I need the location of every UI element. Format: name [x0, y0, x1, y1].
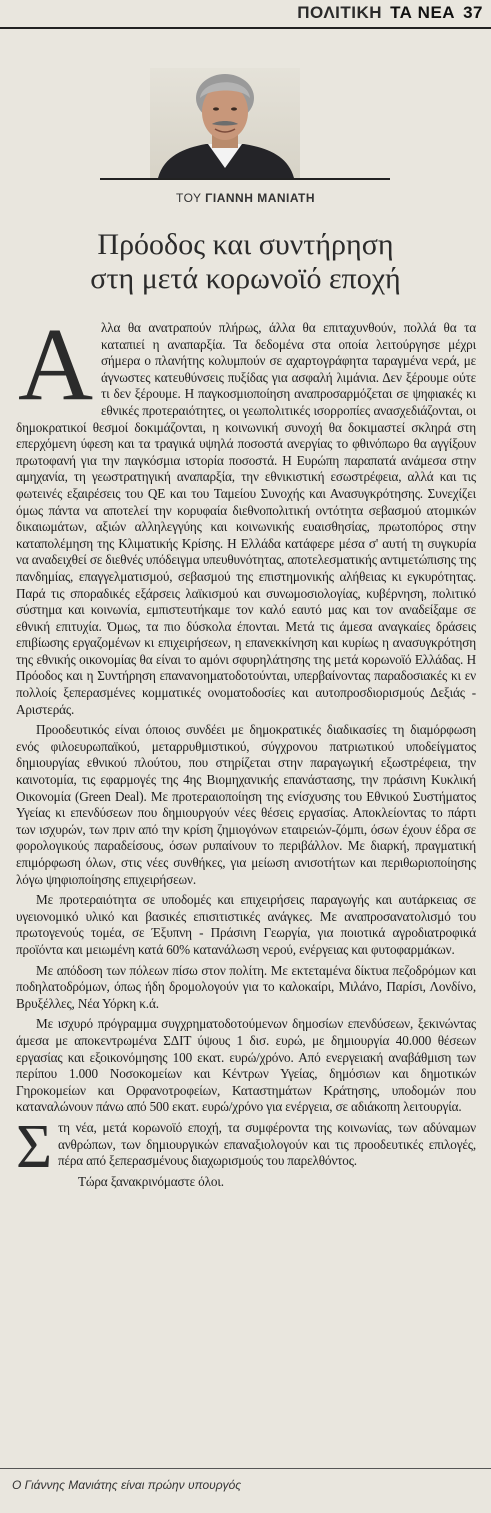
headline-line-1: Πρόοδος και συντήρηση [97, 228, 394, 261]
paragraph-5: Με ισχυρό πρόγραμμα συγχρηματοδοτούμενων δημοσίων επενδύσεων, ξεκινώντας άμεσα με αποκεντρωμένα ΣΔΙΤ ύψους 1 δισ. ευρώ, με δημιουργία 40.000 θέσεων εργασίας και εξοικονόμησης 100 εκατ. ευρώ/χρόνο. Από ενεργειακή αναβάθμιση των περίπου 1.000 Νοσοκομείων και Κέντρων Υγείας, δημόσιων και δημοτικών Γηροκομείων και Ορφανοτροφείων, Καταστημάτων Κράτησης, υποδομών που καταναλώνουν πάνω από 500 εκατ. ευρώ/χρόνο για ενέργεια, σε αδιάκοπη λειτουργία. [16, 1016, 476, 1115]
drop-cap-2: Σ [16, 1112, 52, 1181]
header-divider [0, 27, 491, 29]
paragraph-4: Με απόδοση των πόλεων πίσω στον πολίτη. Με εκτεταμένα δίκτυα πεζοδρόμων και ποδηλατοδρόμων, όπως ήδη δρομολογούν για το καλοκαίρι, Μιλάνο, Παρίσι, Λονδίνο, Βρυξέλλες, Νέα Υόρκη κ.ά. [16, 962, 476, 1011]
byline-author: ΓΙΑΝΝΗ ΜΑΝΙΑΤΗ [205, 191, 316, 205]
author-bio: Ο Γιάννης Μανιάτης είναι πρώην υπουργός [12, 1478, 242, 1492]
byline-prefix: ΤΟΥ [175, 191, 202, 205]
byline [0, 191, 491, 205]
headline-line-2: στη μετά κορωνοϊό εποχή [90, 262, 401, 295]
paragraph-1 [16, 307, 476, 718]
footer-divider [0, 1468, 491, 1469]
paragraph-1-text: λλα θα ανατραπούν πλήρως, άλλα θα επιταχυνθούν, πολλά θα τα καταπιεί η αναπαρξία. Τα δεδομένα στα οποία λειτούργησε μέχρι σήμερα ο πλανήτης κολυμπούν σε αχαρτογράφητα ταραγμένα νερά, με άγνωστες κατευθύνσεις πυξίδας για ασφαλή λιμάνια. Δεν ξέρουμε ούτε τι δεν ξέρουμε. Η παγκοσμιοποίηση αναπροσαρμόζεται σε ψηφιακές κι εθνικές προτεραιότητες, οι γεωπολιτικές ισορροπίες ανασχεδιάζονται, οι δημοκρατικοί θεσμοί δοκιμάζονται, η κοινωνική συνοχή θα δοκιμαστεί σκληρά στη επερχόμενη ύφεση και τα τραγικά υψηλά ποσοστά ανεργίας το φθινόπωρο θα αγγίξουν πρωτοφανή για την παγκόσμια ιστορία ποσοστά. Η Ευρώπη παραπατά ανάμεσα στην αμηχανία, τη γεωστρατηγική αναπαρξία, την εθνικιστική εσωστρέφεια, αλλά και τις φωτεινές εξαιρέσεις του QE και του Ταμείου Συνοχής και Ανασυγκρότησης. Συνεχίζει όμως πάντα να αποτελεί την κορυφαία διεθνοπολιτική οντότητα σεβασμού ατομικών δικαιωμάτων, αξιών αλληλεγγύης και κοινωνικής ευαισθησίας, πρωτοπόρος στην καταπολέμηση της Κλιματικής Κρίσης. Η Ελλάδα κατάφερε μέσα σ' αυτή τη συγκυρία να αναδειχθεί σε διεθνές υπόδειγμα υπευθυνότητας, αποτελεσματικής αντιμετώπισης της πανδημίας, επαγγελματισμού, σεβασμού της επιστημονικής αλήθειας κι εγκυρότητας. Παρά τις σποραδικές εξάρσεις λαϊκισμού και συνωμοσιολογίας, κυβέρνηση, πολιτικό σύστημα και κοινωνία, εμπιστευτήκαμε τον καλό εαυτό μας και τον αναδείξαμε σε εθνική επιτυχία. Όμως, τα πιο δύσκολα έπονται. Μετά τις άμεσα αναγκαίες δράσεις επιβίωσης εργαζομένων κι επιχειρήσεων, η επανεκκίνηση και κυρίως η ανασυγκρότηση της εθνικής οικονομίας θα είναι το αμόνι σφυρηλάτησης της μετά κορωνοϊό Ελλάδας. Η Πρόοδος και η Συντήρηση επανανοηματοδοτούνται, υπερβαίνοντας παραδοσιακές κι εν πολλοίς ξεπερασμένες κομματικές ονοματοδοσίες και αυτοπροσδιορισμούς Δεξιάς - Αριστεράς. [16, 320, 476, 717]
paragraph-7: Τώρα ξανακρινόμαστε όλοι. [77, 1173, 224, 1189]
photo-divider [100, 178, 390, 180]
paragraph-3: Με προτεραιότητα σε υποδομές και επιχειρήσεις παραγωγής και αυτάρκειας σε υγειονομικό υλικό και βασικές επισιτιστικές ανάγκες. Με αναπροσανατολισμό του πρωτογενούς τομέα, σε Έξυπνη - Πράσινη Γεωργία, για ποιοτικά αγροδιατροφικά προϊόντα και μειωμένη κατά 60% κατανάλωση νερού, ενέργειας και φυτοφαρμάκων. [16, 892, 476, 957]
article-headline [30, 228, 461, 296]
article-body [16, 307, 476, 1194]
page-number: 37 [463, 3, 483, 22]
newspaper-name: ΤΑ ΝΕΑ [390, 3, 456, 22]
page-header [297, 0, 483, 26]
author-photo [150, 68, 300, 178]
section-name: ΠΟΛΙΤΙΚΗ [297, 3, 383, 22]
drop-cap: Α [18, 307, 93, 422]
paragraph-6-text: τη νέα, μετά κορωνοϊό εποχή, τα συμφέροντα της κοινωνίας, των αδύναμων ανθρώπων, των δημιουργικών επαναξιολογούν και τις προοδευτικές επιλογές, πέρα από ξεπερασμένους διαχωρισμούς του παρελθόντος. [57, 1119, 476, 1169]
paragraph-2: Προοδευτικός είναι όποιος συνδέει με δημοκρατικές διαδικασίες τη διαμόρφωση ενός φιλοευρωπαϊκού, μεταρρυθμιστικού, σύγχρονου πατριωτικού υποδείγματος δημιουργίας εθνικού πλούτου, που στηρίζεται στην παραγωγική εξωστρέφεια, την καινοτομία, τις εφαρμογές της 4ης Βιομηχανικής επανάστασης, την πράσινη Κυκλική Οικονομία (Green Deal). Με προτεραιοποίηση της ενίσχυσης του Εθνικού Συστήματος Υγείας κι επενδύσεων που δημιουργούν νέες θέσεις εργασίας. Αποκλείοντας το πάρτι των ισχυρών, των πριν από την κρίση ζημιογόνων εταιρειών-ζόμπι, όσων έχουν έδρα σε φορολογικούς παραδείσους, όσων ρυπαίνουν το περιβάλλον. Με διαρκή, πραγματική επιμόρφωση όλων, στις νέες συνθήκες, για μείωση ανισοτήτων και περιθωριοποίησης λόγω ψηφιοποίησης επιχειρήσεων. [16, 722, 476, 887]
